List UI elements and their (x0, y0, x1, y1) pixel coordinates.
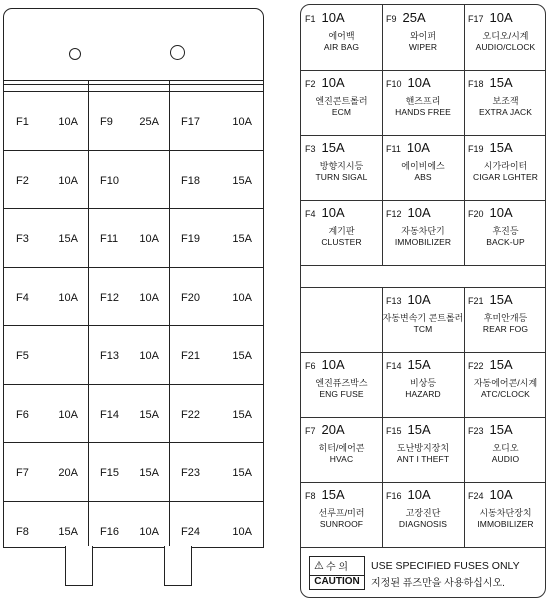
legend-fuse-english-name: HVAC (329, 454, 354, 464)
panel-row-line (4, 384, 263, 385)
panel-fuse-slot (169, 386, 262, 444)
legend-fuse-cell (464, 5, 546, 70)
legend-fuse-id: F10 (386, 79, 402, 89)
legend-fuse-cell (382, 135, 464, 200)
legend-fuse-amp: 10A (321, 357, 345, 372)
legend-fuse-amp: 15A (407, 422, 431, 437)
legend-fuse-amp: 10A (321, 10, 345, 25)
panel-fuse-id: F18 (181, 174, 200, 187)
panel-fuse-id: F20 (181, 291, 200, 304)
legend-fuse-amp: 10A (407, 292, 431, 307)
fuse-panel-diagram (3, 8, 264, 548)
legend-fuse-korean-name: 엔진퓨즈박스 (315, 378, 368, 388)
legend-fuse-amp: 20A (321, 422, 345, 437)
panel-fuse-id: F1 (16, 116, 29, 128)
legend-fuse-cell (464, 417, 546, 482)
panel-fuse-amp: 10A (139, 233, 159, 245)
legend-fuse-amp: 15A (321, 487, 345, 502)
legend-fuse-cell (301, 70, 382, 135)
legend-fuse-cell (382, 482, 464, 547)
panel-fuse-id: F5 (16, 350, 29, 362)
panel-fuse-id: F3 (16, 233, 29, 245)
legend-fuse-cell (464, 70, 546, 135)
legend-fuse-id: F4 (305, 209, 316, 219)
panel-row-line (4, 208, 263, 209)
panel-fuse-amp: 15A (232, 233, 252, 245)
legend-fuse-cell (382, 200, 464, 265)
legend-fuse-cell (382, 70, 464, 135)
panel-fuse-id: F17 (181, 116, 200, 128)
legend-fuse-id: F7 (305, 426, 316, 436)
legend-fuse-english-name: DIAGNOSIS (398, 519, 448, 529)
panel-fuse-amp: 15A (58, 233, 78, 245)
mounting-hole-right (170, 45, 185, 60)
legend-fuse-cell (464, 287, 546, 352)
panel-column-line (169, 80, 170, 547)
legend-fuse-english-name: AUDIO (491, 454, 520, 464)
legend-fuse-amp: 15A (489, 140, 513, 155)
legend-fuse-korean-name: 시가라이터 (483, 161, 528, 171)
caution-english-label: CAUTION (310, 575, 364, 587)
panel-fuse-slot (4, 327, 88, 385)
legend-fuse-english-name: ANT I THEFT (396, 454, 450, 464)
legend-fuse-id: F21 (468, 296, 484, 306)
panel-fuse-slot (4, 93, 88, 151)
panel-fuse-amp: 25A (139, 116, 159, 128)
panel-fuse-id: F11 (100, 233, 119, 245)
panel-fuse-amp: 10A (232, 116, 252, 128)
legend-fuse-cell (382, 287, 464, 352)
panel-fuse-amp: 15A (139, 467, 159, 479)
legend-fuse-cell (382, 417, 464, 482)
panel-fuse-id: F19 (181, 233, 200, 245)
legend-fuse-id: F22 (468, 361, 484, 371)
panel-row-line (4, 442, 263, 443)
legend-fuse-id: F17 (468, 14, 484, 24)
legend-fuse-amp: 10A (407, 75, 431, 90)
warning-triangle-icon: ⚠ (314, 560, 324, 572)
legend-fuse-amp: 10A (407, 487, 431, 502)
legend-fuse-cell (301, 5, 382, 70)
legend-fuse-id: F2 (305, 79, 316, 89)
panel-fuse-slot (169, 444, 262, 502)
legend-fuse-id: F6 (305, 361, 316, 371)
legend-fuse-id: F8 (305, 491, 316, 501)
legend-fuse-korean-name: 방향지시등 (319, 161, 364, 171)
panel-fuse-slot (4, 152, 88, 210)
panel-fuse-id: F7 (16, 467, 29, 479)
panel-fuse-slot (4, 210, 88, 268)
legend-fuse-cell (464, 135, 546, 200)
legend-fuse-english-name: SUNROOF (319, 519, 364, 529)
legend-fuse-amp: 15A (321, 140, 345, 155)
legend-column-line (382, 5, 383, 265)
legend-fuse-amp: 10A (321, 75, 345, 90)
legend-fuse-id: F20 (468, 209, 484, 219)
mounting-hole-left (69, 48, 81, 60)
panel-fuse-slot (88, 327, 169, 385)
legend-fuse-cell (464, 352, 546, 417)
legend-fuse-cell (301, 417, 382, 482)
legend-fuse-korean-name: 비상등 (409, 378, 437, 388)
panel-fuse-id: F6 (16, 408, 29, 421)
legend-fuse-id: F14 (386, 361, 402, 371)
legend-fuse-id: F9 (386, 14, 397, 24)
caution-korean-label: 수 의 (325, 562, 349, 573)
legend-fuse-cell (382, 5, 464, 70)
panel-fuse-id: F16 (100, 525, 119, 538)
caution-text-korean: 지정된 퓨즈만을 사용하십시오. (371, 578, 505, 589)
legend-fuse-id: F16 (386, 491, 402, 501)
legend-fuse-amp: 10A (321, 205, 345, 220)
panel-fuse-amp: 10A (58, 116, 78, 128)
legend-fuse-english-name: CLUSTER (321, 237, 362, 247)
panel-divider (4, 80, 263, 85)
panel-fuse-slot (88, 210, 169, 268)
panel-row-line (4, 325, 263, 326)
panel-row-line (4, 150, 263, 151)
legend-fuse-english-name: ECM (331, 107, 352, 117)
legend-fuse-amp: 10A (489, 487, 513, 502)
legend-fuse-korean-name: 엔진콘트롤러 (315, 96, 368, 106)
panel-fuse-amp: 15A (232, 408, 252, 421)
legend-fuse-korean-name: 오디오/시계 (482, 31, 529, 41)
legend-fuse-id: F18 (468, 79, 484, 89)
caution-notice (301, 550, 545, 598)
panel-fuse-id: F10 (100, 174, 119, 187)
panel-column-line (88, 80, 89, 547)
panel-fuse-id: F8 (16, 525, 29, 538)
legend-fuse-english-name: BACK-UP (486, 237, 525, 247)
legend-fuse-korean-name: 도난방지장치 (396, 443, 450, 453)
legend-fuse-cell (301, 287, 382, 352)
panel-fuse-slot (169, 269, 262, 327)
panel-fuse-slot (169, 152, 262, 210)
legend-fuse-korean-name: 자동차단기 (401, 226, 445, 236)
panel-fuse-id: F23 (181, 467, 200, 479)
legend-fuse-amp: 10A (489, 205, 513, 220)
legend-fuse-english-name: IMMOBILIZER (477, 519, 534, 529)
legend-fuse-english-name: WIPER (408, 42, 438, 52)
panel-fuse-id: F13 (100, 350, 119, 362)
legend-fuse-amp: 15A (489, 292, 513, 307)
legend-fuse-english-name: IMMOBILIZER (394, 237, 452, 247)
panel-fuse-slot (169, 327, 262, 385)
legend-fuse-cell (464, 200, 546, 265)
panel-fuse-amp: 15A (232, 350, 252, 362)
legend-fuse-amp: 15A (489, 422, 513, 437)
panel-fuse-amp: 15A (232, 467, 252, 479)
panel-fuse-slot (88, 269, 169, 327)
legend-spacer-line (301, 265, 545, 266)
legend-fuse-cell (301, 482, 382, 547)
legend-fuse-id: F13 (386, 296, 402, 306)
legend-fuse-korean-name: 핸즈프리 (405, 96, 441, 106)
panel-fuse-amp: 10A (139, 291, 159, 304)
panel-fuse-amp: 10A (58, 174, 78, 187)
panel-fuse-id: F15 (100, 467, 119, 479)
legend-fuse-id: F3 (305, 144, 316, 154)
legend-column-line (464, 5, 465, 265)
legend-column-line (464, 287, 465, 547)
legend-fuse-korean-name: 선루프/미러 (318, 508, 365, 518)
legend-fuse-amp: 10A (489, 10, 513, 25)
legend-fuse-amp: 15A (489, 75, 513, 90)
legend-fuse-cell (464, 482, 546, 547)
panel-fuse-id: F21 (181, 350, 200, 362)
caution-text-english: USE SPECIFIED FUSES ONLY (371, 560, 520, 572)
panel-fuse-amp: 10A (139, 350, 159, 362)
legend-fuse-korean-name: 고장진단 (405, 508, 441, 518)
legend-fuse-korean-name: 후진등 (492, 226, 519, 236)
legend-fuse-korean-name: 에이비에스 (401, 161, 445, 171)
fuse-legend-table (300, 4, 546, 598)
panel-fuse-amp: 10A (58, 408, 78, 421)
legend-fuse-amp: 25A (402, 10, 426, 25)
legend-fuse-id: F23 (468, 426, 484, 436)
legend-fuse-cell (301, 200, 382, 265)
panel-fuse-slot (88, 386, 169, 444)
legend-fuse-cell (301, 352, 382, 417)
legend-fuse-korean-name: 계기판 (328, 226, 355, 236)
panel-row-line (4, 267, 263, 268)
panel-fuse-slot (4, 269, 88, 327)
legend-fuse-english-name: ENG FUSE (319, 389, 364, 399)
panel-fuse-slot (4, 386, 88, 444)
panel-row-line (4, 501, 263, 502)
legend-fuse-cell (301, 135, 382, 200)
legend-fuse-english-name: TURN SIGAL (315, 172, 368, 182)
legend-fuse-english-name: REAR FOG (482, 324, 529, 334)
legend-fuse-korean-name: 자동에어콘/시계 (473, 378, 538, 388)
panel-fuse-id: F4 (16, 291, 29, 304)
panel-fuse-id: F14 (100, 408, 119, 421)
legend-fuse-id: F24 (468, 491, 484, 501)
panel-fuse-amp: 15A (139, 408, 159, 421)
legend-fuse-english-name: EXTRA JACK (479, 107, 532, 117)
panel-fuse-id: F24 (181, 525, 200, 538)
panel-fuse-amp: 15A (58, 525, 78, 538)
legend-row-line (301, 547, 545, 548)
panel-fuse-slot (88, 152, 169, 210)
legend-fuse-korean-name: 보조잭 (492, 96, 519, 106)
legend-fuse-id: F11 (386, 144, 401, 154)
legend-fuse-id: F19 (468, 144, 484, 154)
legend-fuse-korean-name: 자동변속기 콘트롤러 (382, 313, 464, 323)
legend-fuse-id: F1 (305, 14, 316, 24)
panel-fuse-slot (88, 444, 169, 502)
legend-fuse-amp: 10A (407, 205, 431, 220)
legend-fuse-korean-name: 에어백 (328, 31, 355, 41)
panel-fuse-amp: 20A (58, 467, 78, 479)
legend-fuse-korean-name: 오디오 (492, 443, 519, 453)
panel-row-line (4, 91, 263, 92)
legend-fuse-id: F12 (386, 209, 402, 219)
panel-fuse-slot (4, 444, 88, 502)
legend-fuse-amp: 15A (489, 357, 513, 372)
legend-column-line (382, 287, 383, 547)
panel-fuse-id: F9 (100, 116, 113, 128)
legend-fuse-korean-name: 후미안개등 (483, 313, 528, 323)
panel-fuse-amp: 10A (232, 525, 252, 538)
legend-fuse-english-name: AIR BAG (323, 42, 360, 52)
legend-fuse-id: F15 (386, 426, 402, 436)
legend-fuse-english-name: TCM (413, 324, 433, 334)
legend-fuse-korean-name: 히터/에어콘 (318, 443, 365, 453)
legend-fuse-amp: 15A (407, 357, 431, 372)
panel-fuse-amp: 10A (139, 525, 159, 538)
legend-fuse-english-name: HANDS FREE (395, 107, 451, 117)
legend-fuse-english-name: ATC/CLOCK (481, 389, 530, 399)
legend-fuse-cell (382, 352, 464, 417)
legend-fuse-english-name: HAZARD (405, 389, 441, 399)
panel-fuse-slot (169, 210, 262, 268)
panel-fuse-slot (88, 93, 169, 151)
legend-fuse-korean-name: 와이퍼 (409, 31, 437, 41)
caution-label-box (309, 556, 365, 590)
connector-tab-left (65, 546, 93, 586)
legend-fuse-korean-name: 시동차단장치 (479, 508, 532, 518)
panel-fuse-slot (169, 93, 262, 151)
panel-fuse-amp: 10A (58, 291, 78, 304)
panel-fuse-amp: 15A (232, 174, 252, 187)
legend-fuse-amp: 10A (406, 140, 430, 155)
legend-fuse-english-name: CIGAR LGHTER (473, 172, 538, 182)
panel-fuse-id: F12 (100, 291, 119, 304)
panel-fuse-id: F2 (16, 174, 29, 187)
connector-tab-right (164, 546, 192, 586)
panel-fuse-amp: 10A (232, 291, 252, 304)
panel-fuse-slot (88, 503, 169, 561)
legend-fuse-english-name: ABS (414, 172, 432, 182)
panel-fuse-id: F22 (181, 408, 200, 421)
legend-fuse-english-name: AUDIO/CLOCK (475, 42, 536, 52)
